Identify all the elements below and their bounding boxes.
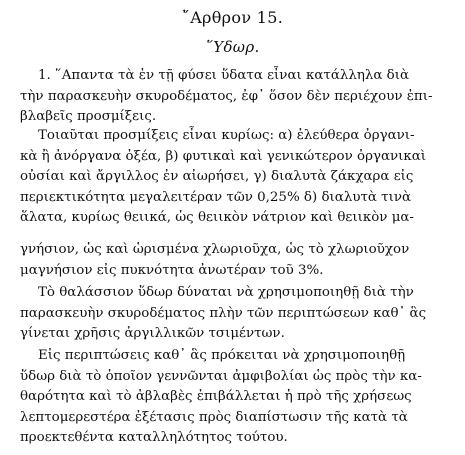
paragraph-line: οὐσίαι καὶ ἄργιλλος ἐν αἰωρήσει, γ) διαλυτὰ ζάκχαρα εἰς xyxy=(20,169,414,184)
paragraph-line: ὕδωρ διὰ τὸ ὁποῖον γεννῶνται ἀμφιβολίαι ὡς πρὸς τὴν κα- xyxy=(20,368,422,384)
paragraph-line: παρασκευὴν σκυροδέματος πλὴν τῶν περιπτώσεων καθ᾿ ἃς xyxy=(20,305,427,321)
paragraph-line: γίνεται χρῆσις ἀργιλλικῶν τσιμέντων. xyxy=(20,326,285,341)
paragraph-2-continued xyxy=(20,240,450,281)
paragraph-line: Τὸ θαλάσσιον ὕδωρ δύναται νὰ χρησιμοποιηθῇ διὰ τὴν xyxy=(38,285,414,300)
paragraph-line: βλαβεῖς προσμίξεις. xyxy=(20,109,157,124)
article-subject: ῞Υδωρ. xyxy=(205,38,260,56)
paragraph-line: μαγνήσιον εἰς πυκνότητα ἀνωτέραν τοῦ 3%. xyxy=(20,262,324,278)
paragraph-line: κὰ ἢ ἀνόργανα ὀξέα, β) φυτικαὶ καὶ γενικώτερον ὀργανικαὶ xyxy=(20,148,427,164)
paragraph-1 xyxy=(20,66,450,128)
paragraph-line: προεκτεθέντα καταλληλότητος τούτου. xyxy=(20,430,288,445)
paragraph-line: Τοιαῦται προσμίξεις εἶναι κυρίως: α) ἐλεύθερα ὀργανι- xyxy=(38,128,415,143)
paragraph-line: 1. ῞Απαντα τὰ ἐν τῇ φύσει ὕδατα εἶναι κατάλληλα διὰ xyxy=(38,68,409,83)
paragraph-line: θαρότητα καὶ τὸ ἀβλαβὲς ἐπιβάλλεται ἡ πρὸ τῆς χρήσεως xyxy=(20,389,412,404)
paragraph-3 xyxy=(20,283,450,345)
paragraph-line: λεπτομερεστέρα ἐξέτασις πρὸς διαπίστωσιν τῆς κατὰ τὰ xyxy=(20,409,408,425)
paragraph-4 xyxy=(20,346,450,449)
paragraph-line: ἅλατα, κυρίως θειικά, ὡς θειικὸν νάτριον καὶ θειικὸν μα- xyxy=(20,210,414,225)
paragraph-line: Εἰς περιπτώσεις καθ᾿ ἃς πρόκειται νὰ χρησιμοποιηθῇ xyxy=(38,348,406,363)
paragraph-2 xyxy=(20,126,450,229)
paragraph-line: γνήσιον, ὡς καὶ ὡρισμένα χλωριοῦχα, ὡς τὸ χλωριοῦχον xyxy=(20,242,410,257)
paragraph-line: περιεκτικότητα μεγαλειτέραν τῶν 0,25% δ) διαλυτὰ τινὰ xyxy=(20,189,412,205)
paragraph-line: τὴν παρασκευὴν σκυροδέματος, ἐφ᾿ ὅσον δὲν περιέχουν ἐπι- xyxy=(20,88,433,104)
article-heading: ῎Αρθρον 15. xyxy=(181,8,284,27)
